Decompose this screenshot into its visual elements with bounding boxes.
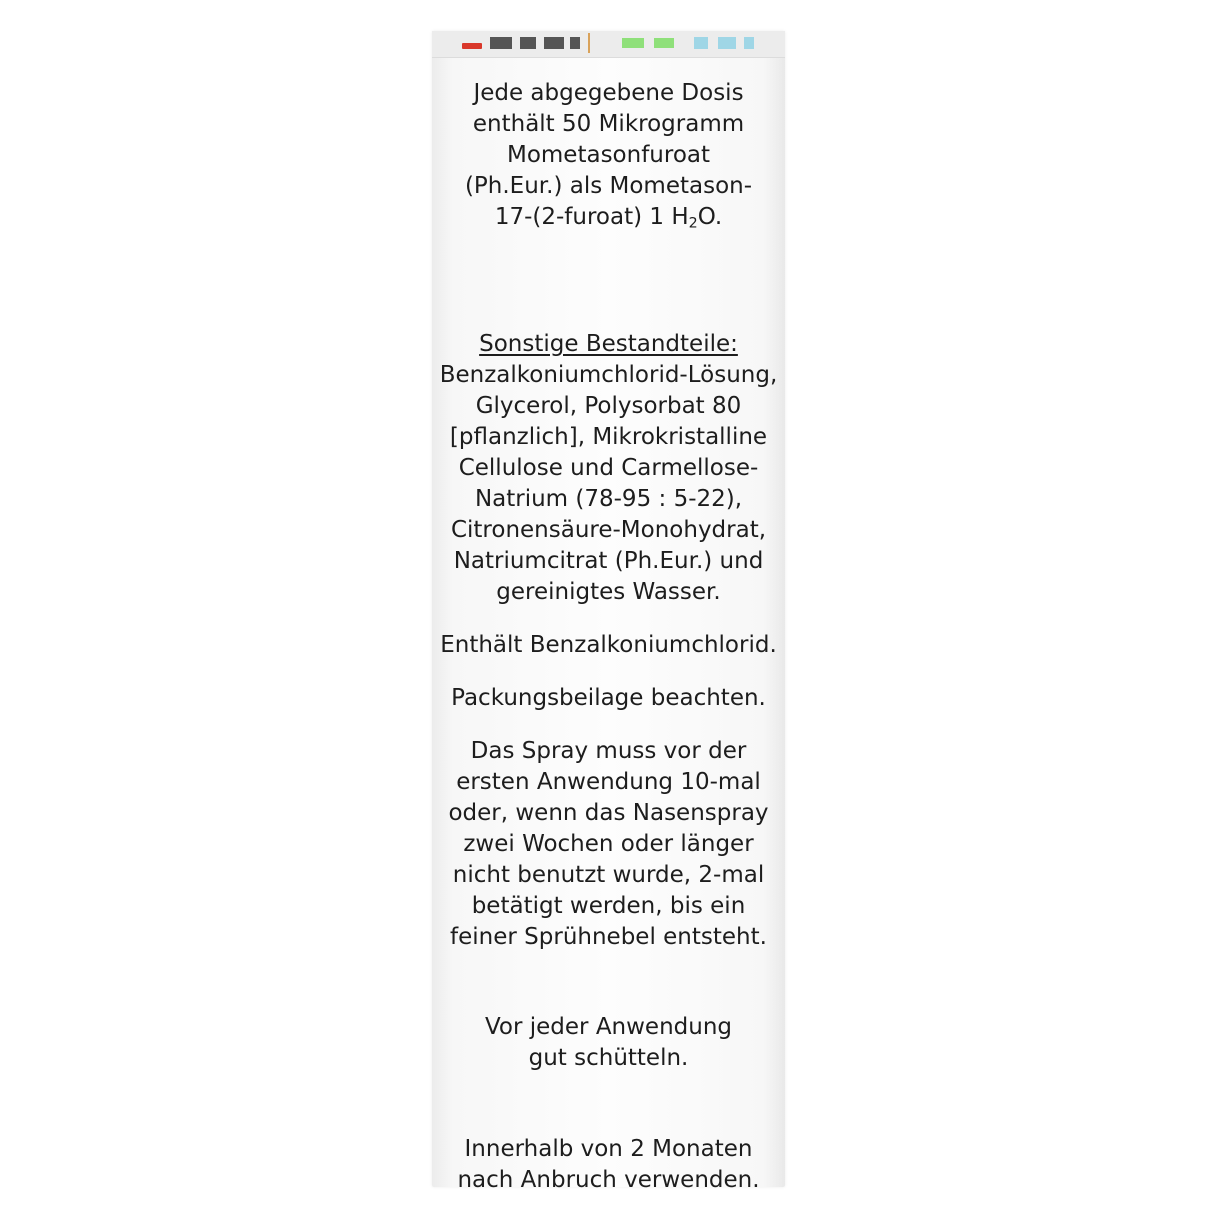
dose-line (432, 202, 785, 233)
ingredients-section (432, 329, 785, 630)
formula-subscript: 2 (688, 215, 698, 232)
leaflet-notice (432, 683, 785, 736)
ingredient-line: Natrium (78-95 : 5-22), (474, 486, 743, 512)
priming-line: Das Spray muss vor der (470, 738, 747, 764)
ingredient-line: Citronensäure-Monohydrat, (450, 517, 767, 543)
dark-print-mark (544, 37, 564, 49)
priming-line: zwei Wochen oder länger (463, 831, 754, 857)
ingredient-line: Glycerol, Polysorbat 80 (475, 393, 742, 419)
priming-line: oder, wenn das Nasenspray (448, 800, 769, 826)
shelf-life-line: nach Anbruch verwenden. (457, 1167, 760, 1193)
dark-print-mark (570, 37, 580, 49)
priming-line: feiner Sprühnebel entsteht. (450, 924, 767, 950)
blue-print-mark (694, 37, 708, 49)
formula-text: 17-(2-furoat) 1 H (494, 204, 689, 230)
dose-line: enthält 50 Mikrogramm (472, 111, 745, 137)
blue-print-mark (718, 37, 736, 49)
contains-text: Enthält Benzalkoniumchlorid. (440, 632, 777, 658)
priming-line: nicht benutzt wurde, 2-mal (452, 862, 765, 888)
shelf-life-notice (432, 1134, 785, 1196)
blue-print-mark (744, 37, 754, 49)
formula-text: O. (697, 204, 723, 230)
dark-print-mark (520, 37, 536, 49)
shake-line: gut schütteln. (528, 1045, 689, 1071)
package-top-edge (432, 31, 785, 58)
dose-line: Mometasonfuroat (506, 142, 711, 168)
ingredient-line: gereinigtes Wasser. (496, 579, 721, 605)
shelf-life-line: Innerhalb von 2 Monaten (464, 1136, 753, 1162)
dose-line: Jede abgegebene Dosis (473, 80, 744, 106)
contains-notice (432, 630, 785, 683)
red-stripe-mark (462, 43, 482, 49)
ingredients-heading: Sonstige Bestandteile: (479, 331, 738, 357)
priming-line: ersten Anwendung 10-mal (456, 769, 761, 795)
dose-line: (Ph.Eur.) als Mometason- (464, 173, 753, 199)
shake-instruction (432, 1012, 785, 1134)
priming-instructions (432, 736, 785, 1012)
dark-print-mark (490, 37, 512, 49)
green-print-mark (622, 38, 644, 48)
ingredient-line: Benzalkoniumchlorid-Lösung, (439, 362, 778, 388)
priming-line: betätigt werden, bis ein (471, 893, 746, 919)
ingredient-line: Natriumcitrat (Ph.Eur.) und (453, 548, 764, 574)
dose-statement (432, 78, 785, 329)
package-side-panel (432, 31, 785, 1193)
leaflet-text: Packungsbeilage beachten. (451, 685, 766, 711)
package-text (432, 78, 785, 1196)
ingredient-line: Cellulose und Carmellose- (458, 455, 759, 481)
ingredient-line: [pflanzlich], Mikrokristalline (449, 424, 768, 450)
orange-divider-mark (588, 33, 590, 53)
shake-line: Vor jeder Anwendung (484, 1014, 733, 1040)
green-print-mark (654, 38, 674, 48)
